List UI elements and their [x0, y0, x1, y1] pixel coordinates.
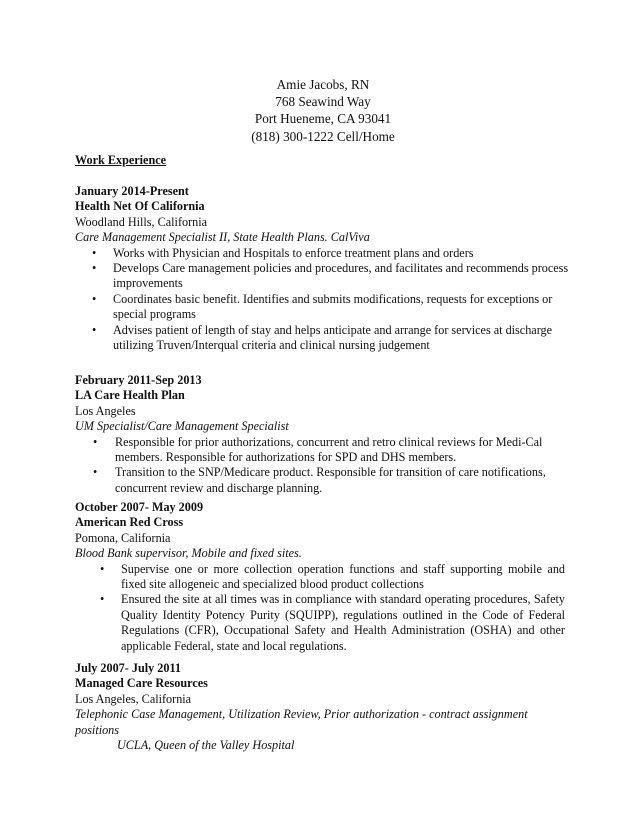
- job-dates: October 2007- May 2009: [75, 500, 204, 514]
- job-duties-list: [75, 246, 575, 354]
- job-entry-health-net: [75, 184, 575, 353]
- city-state-zip: Port Hueneme, CA 93041: [254, 111, 392, 127]
- job-dates: February 2011-Sep 2013: [75, 373, 202, 387]
- job-location: Los Angeles, California: [75, 691, 192, 706]
- job-assignment-sites: UCLA, Queen of the Valley Hospital: [117, 738, 295, 753]
- job-location: Woodland Hills, California: [75, 214, 208, 229]
- job-role: UM Specialist/Care Management Specialist: [75, 419, 289, 434]
- job-dates: January 2014-Present: [75, 184, 189, 198]
- street-address: 768 Seawind Way: [275, 94, 371, 110]
- job-entry-managed-care: [75, 661, 565, 753]
- job-duty: • Develops Care management policies and procedures, and facilitates and recommends process improvements: [75, 261, 575, 292]
- job-organization: Health Net Of California: [75, 199, 205, 214]
- job-location: Pomona, California: [75, 530, 171, 545]
- job-duties-list: [75, 562, 565, 654]
- job-duty: • Ensured the site at all times was in compliance with standard operating procedures, Safety Quality Identity Potency Purity (SQUIPP), regulations outlined in the Code of Federal Regulations (CFR), Occupational Safety and Health Administration (OSHA) and other applicable Federal, state and local regulations.: [75, 592, 565, 654]
- job-duty: • Coordinates basic benefit. Identifies and submits modifications, requests for exceptions or special programs: [75, 292, 575, 323]
- job-duty: • Supervise one or more collection operation functions and staff supporting mobile and fixed site allogeneic and specialized blood product collections: [75, 562, 565, 593]
- phone-number: (818) 300-1222 Cell/Home: [251, 128, 395, 144]
- job-duty: • Transition to the SNP/Medicare product. Responsible for transition of care notifications, concurrent review and discharge planning.: [75, 465, 567, 496]
- job-dates: July 2007- July 2011: [75, 661, 181, 675]
- job-organization: LA Care Health Plan: [75, 388, 185, 403]
- job-organization: Managed Care Resources: [75, 676, 208, 691]
- job-entry-la-care: [75, 373, 567, 496]
- contact-header: [0, 76, 638, 145]
- job-role: Telephonic Case Management, Utilization Review, Prior authorization - contract assignment positions: [75, 707, 528, 737]
- job-role: Care Management Specialist II, State Health Plans. CalViva: [75, 230, 370, 245]
- job-duty: • Works with Physician and Hospitals to enforce treatment plans and orders: [75, 246, 575, 261]
- job-location: Los Angeles: [75, 403, 136, 418]
- job-duty: • Advises patient of length of stay and helps anticipate and arrange for services at discharge utilizing Truven/Interqual criteria and clinical nursing judgement: [75, 323, 575, 354]
- job-role: Blood Bank supervisor, Mobile and fixed sites.: [75, 546, 302, 561]
- job-entry-red-cross: [75, 500, 565, 654]
- job-duty: • Responsible for prior authorizations, concurrent and retro clinical reviews for Medi-Cal members. Responsible for authorizations for SPD and DHS members.: [75, 435, 567, 466]
- job-organization: American Red Cross: [75, 515, 184, 530]
- applicant-name: Amie Jacobs, RN: [276, 77, 370, 92]
- job-duties-list: [75, 435, 567, 497]
- section-title-work-experience: Work Experience: [75, 153, 167, 167]
